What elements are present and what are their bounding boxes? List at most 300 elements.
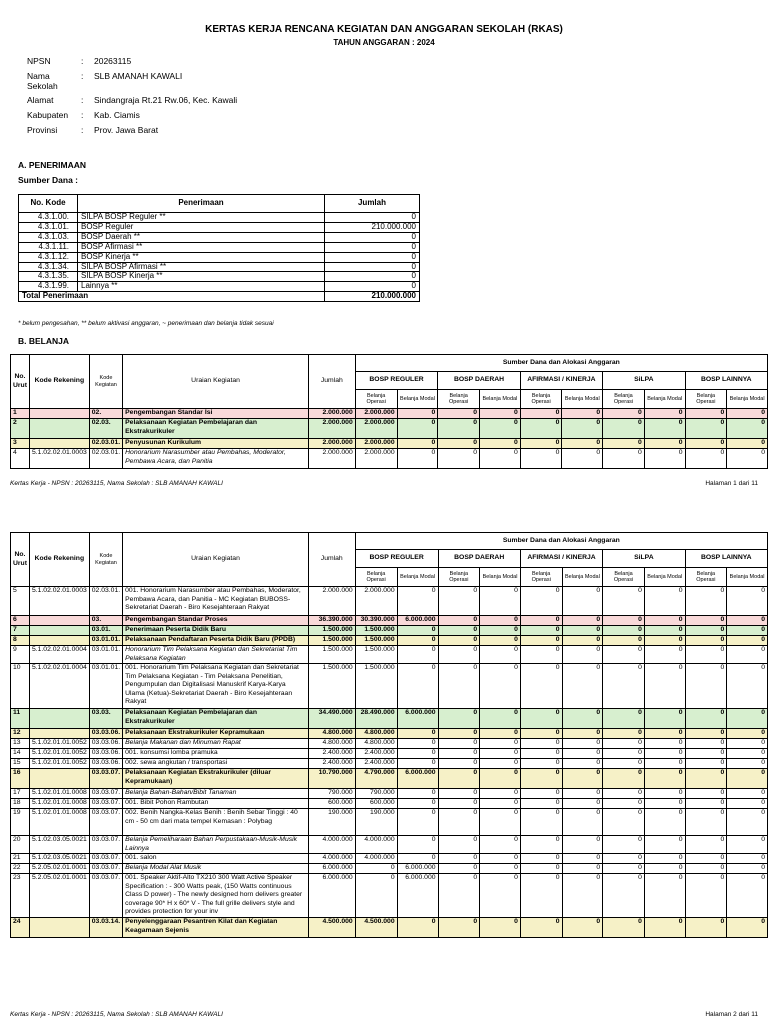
row-value: 0 xyxy=(562,864,603,874)
row-value: 0 xyxy=(644,449,685,469)
row-kode-kegiatan: 03.03.07. xyxy=(89,854,122,864)
row-jumlah: 4.500.000 xyxy=(308,918,355,938)
row-jumlah: 36.390.000 xyxy=(308,616,355,626)
row-value: 0 xyxy=(480,836,521,854)
col-belanja-modal: Belanja Modal xyxy=(397,568,438,587)
row-value: 0 xyxy=(480,616,521,626)
row-value: 0 xyxy=(603,874,645,918)
row-value: 0 xyxy=(355,874,397,918)
belanja-row xyxy=(11,709,768,729)
row-value: 0 xyxy=(562,854,603,864)
row-value: 0 xyxy=(480,409,521,419)
row-value: 0 xyxy=(480,449,521,469)
row-value: 0 xyxy=(480,439,521,449)
row-value: 0 xyxy=(438,587,480,616)
row-value: 0 xyxy=(603,626,645,636)
penerimaan-row xyxy=(19,262,420,272)
row-kode-rekening: 5.1.02.02.01.0003 xyxy=(29,587,89,616)
row-value: 0 xyxy=(727,749,768,759)
row-kode-rekening xyxy=(29,616,89,626)
row-kode-kegiatan: 03.03.14. xyxy=(89,918,122,938)
row-value: 0 xyxy=(603,739,645,749)
row-value: 0 xyxy=(520,616,562,626)
row-value: 0 xyxy=(520,419,562,439)
penerimaan-name: SILPA BOSP Reguler ** xyxy=(78,213,325,223)
row-value: 0 xyxy=(603,769,645,789)
row-value: 0 xyxy=(603,729,645,739)
row-value: 0 xyxy=(480,864,521,874)
row-value: 2.000.000 xyxy=(355,409,397,419)
row-value: 0 xyxy=(685,759,727,769)
row-value: 0 xyxy=(397,836,438,854)
row-value: 0 xyxy=(520,836,562,854)
col-penerimaan: Penerimaan xyxy=(78,195,325,213)
belanja-table-page-2 xyxy=(10,532,768,938)
row-value: 0 xyxy=(480,729,521,739)
row-value: 0 xyxy=(520,409,562,419)
row-value: 0 xyxy=(685,419,727,439)
row-uraian: 001. Bibit Pohon Rambutan xyxy=(123,799,309,809)
row-uraian: Pelaksanaan Kegiatan Pembelajaran dan Ekstrakurikuler xyxy=(123,709,309,729)
penerimaan-jumlah: 210.000.000 xyxy=(325,222,420,232)
row-value: 0 xyxy=(727,864,768,874)
row-value: 0 xyxy=(727,874,768,918)
row-no: 24 xyxy=(11,918,30,938)
row-value: 0 xyxy=(727,449,768,469)
row-value: 0 xyxy=(520,664,562,709)
row-value: 0 xyxy=(644,864,685,874)
row-value: 4.790.000 xyxy=(355,769,397,789)
row-kode-rekening: 5.1.02.01.01.0008 xyxy=(29,789,89,799)
row-value: 0 xyxy=(480,587,521,616)
row-value: 0 xyxy=(644,729,685,739)
penerimaan-jumlah: 0 xyxy=(325,213,420,223)
row-value: 0 xyxy=(397,439,438,449)
row-uraian: 002. sewa angkutan / transportasi xyxy=(123,759,309,769)
row-value: 0 xyxy=(562,419,603,439)
footer-left-page-2: Kertas Kerja - NPSN : 20263115, Nama Sekolah : SLB AMANAH KAWALI xyxy=(10,1011,223,1018)
row-value: 0 xyxy=(520,789,562,799)
row-no: 15 xyxy=(11,759,30,769)
row-no: 18 xyxy=(11,799,30,809)
info-label: Provinsi xyxy=(27,125,58,135)
row-value: 0 xyxy=(685,809,727,836)
row-jumlah: 6.000.000 xyxy=(308,864,355,874)
row-jumlah: 190.000 xyxy=(308,809,355,836)
row-value: 0 xyxy=(603,836,645,854)
penerimaan-row xyxy=(19,232,420,242)
info-row xyxy=(27,125,237,140)
row-value: 0 xyxy=(685,587,727,616)
row-uraian: Belanja Modal Alat Musik xyxy=(123,864,309,874)
row-value: 0 xyxy=(562,749,603,759)
row-value: 0 xyxy=(603,664,645,709)
row-no: 7 xyxy=(11,626,30,636)
penerimaan-jumlah: 0 xyxy=(325,262,420,272)
row-value: 0 xyxy=(562,874,603,918)
belanja-row xyxy=(11,419,768,439)
row-kode-kegiatan: 03.01.01. xyxy=(89,646,122,664)
footer-page-number-2: Halaman 2 dari 11 xyxy=(705,1011,758,1018)
row-value: 0 xyxy=(562,836,603,854)
school-info xyxy=(27,56,237,140)
row-value: 0 xyxy=(520,749,562,759)
row-value: 0 xyxy=(562,636,603,646)
row-jumlah: 1.500.000 xyxy=(308,646,355,664)
row-value: 0 xyxy=(603,636,645,646)
row-value: 0 xyxy=(685,709,727,729)
row-jumlah: 4.000.000 xyxy=(308,836,355,854)
belanja-row xyxy=(11,799,768,809)
belanja-row xyxy=(11,874,768,918)
row-value: 2.000.000 xyxy=(355,439,397,449)
row-value: 0 xyxy=(397,449,438,469)
row-value: 0 xyxy=(727,636,768,646)
row-uraian: Honorarium Tim Pelaksana Kegiatan dan Sekretariat Tim Pelaksana Kegiatan xyxy=(123,646,309,664)
row-value: 0 xyxy=(438,729,480,739)
belanja-table-page-1 xyxy=(10,354,768,469)
col-belanja-operasi: Belanja Operasi xyxy=(355,390,397,409)
row-value: 0 xyxy=(685,729,727,739)
row-value: 0 xyxy=(644,789,685,799)
row-value: 0 xyxy=(644,646,685,664)
row-uraian: Belanja Makanan dan Minuman Rapat xyxy=(123,739,309,749)
row-value: 0 xyxy=(438,616,480,626)
row-value: 0 xyxy=(685,636,727,646)
info-value: 20263115 xyxy=(94,56,132,66)
row-jumlah: 34.490.000 xyxy=(308,709,355,729)
row-value: 0 xyxy=(480,799,521,809)
row-value: 30.390.000 xyxy=(355,616,397,626)
page-subtitle: TAHUN ANGGARAN : 2024 xyxy=(333,38,435,47)
row-no: 16 xyxy=(11,769,30,789)
row-value: 2.400.000 xyxy=(355,749,397,759)
info-row xyxy=(27,110,237,125)
row-uraian: Belanja Pemeliharaan Bahan Perpustakaan-Musik-Musik Lainnya xyxy=(123,836,309,854)
row-value: 0 xyxy=(685,769,727,789)
row-value: 0 xyxy=(397,409,438,419)
belanja-row xyxy=(11,759,768,769)
col-kode-kegiatan: Kode Kegiatan xyxy=(89,533,122,587)
penerimaan-name: BOSP Daerah ** xyxy=(78,232,325,242)
belanja-row xyxy=(11,439,768,449)
total-value: 210.000.000 xyxy=(325,292,420,302)
row-value: 0 xyxy=(480,646,521,664)
belanja-row xyxy=(11,626,768,636)
row-kode-rekening xyxy=(29,729,89,739)
row-value: 0 xyxy=(520,739,562,749)
row-value: 0 xyxy=(520,799,562,809)
row-value: 0 xyxy=(603,439,645,449)
row-value: 0 xyxy=(438,449,480,469)
row-value: 4.800.000 xyxy=(355,739,397,749)
row-value: 0 xyxy=(397,646,438,664)
info-row xyxy=(27,71,237,95)
row-value: 0 xyxy=(727,809,768,836)
row-value: 0 xyxy=(603,419,645,439)
row-value: 0 xyxy=(644,636,685,646)
col-group: BOSP LAINNYA xyxy=(685,550,767,568)
row-value: 0 xyxy=(397,918,438,938)
row-value: 0 xyxy=(644,874,685,918)
row-value: 0 xyxy=(520,854,562,864)
row-value: 0 xyxy=(520,709,562,729)
row-value: 0 xyxy=(397,749,438,759)
row-value: 0 xyxy=(520,449,562,469)
row-value: 6.000.000 xyxy=(397,616,438,626)
row-value: 0 xyxy=(480,789,521,799)
row-kode-kegiatan: 03.03.06. xyxy=(89,749,122,759)
row-no: 1 xyxy=(11,409,30,419)
row-value: 0 xyxy=(438,709,480,729)
row-value: 0 xyxy=(438,769,480,789)
row-kode-kegiatan: 02.03.01. xyxy=(89,439,122,449)
row-uraian: Honorarium Narasumber atau Pembahas, Moderator, Pembawa Acara, dan Panitia xyxy=(123,449,309,469)
row-value: 0 xyxy=(685,439,727,449)
row-kode-rekening xyxy=(29,709,89,729)
row-value: 0 xyxy=(438,854,480,864)
row-kode-kegiatan: 02.03.01. xyxy=(89,587,122,616)
info-value: Sindangraja Rt.21 Rw.06, Kec. Kawali xyxy=(94,95,238,105)
row-value: 0 xyxy=(438,864,480,874)
row-value: 0 xyxy=(603,799,645,809)
belanja-row xyxy=(11,739,768,749)
row-value: 0 xyxy=(397,759,438,769)
belanja-row xyxy=(11,864,768,874)
belanja-row xyxy=(11,789,768,799)
row-value: 0 xyxy=(603,759,645,769)
row-value: 4.000.000 xyxy=(355,836,397,854)
row-value: 0 xyxy=(685,918,727,938)
penerimaan-jumlah: 0 xyxy=(325,272,420,282)
row-value: 0 xyxy=(480,419,521,439)
row-uraian: 001. Speaker Aktif-Alto TX210 300 Watt Active Speaker Specification : - 300 Watts peak, (150 Watts continuous Class D power) - The newly designed horn delivers greater coverage 90* H x 60* V - The full grille delivers style and provides protection for your inv xyxy=(123,874,309,918)
row-uraian: Penyusunan Kurikulum xyxy=(123,439,309,449)
row-no: 20 xyxy=(11,836,30,854)
row-value: 0 xyxy=(603,854,645,864)
row-value: 0 xyxy=(520,918,562,938)
row-value: 0 xyxy=(727,918,768,938)
col-kode-rekening: Kode Rekening xyxy=(29,533,89,587)
row-value: 4.500.000 xyxy=(355,918,397,938)
row-value: 0 xyxy=(727,439,768,449)
info-row xyxy=(27,95,237,110)
row-value: 0 xyxy=(438,646,480,664)
row-value: 4.800.000 xyxy=(355,729,397,739)
info-label: NPSN xyxy=(27,56,51,66)
row-uraian: 001. salon xyxy=(123,854,309,864)
row-value: 0 xyxy=(727,664,768,709)
row-value: 0 xyxy=(644,709,685,729)
footer-left-page-1: Kertas Kerja - NPSN : 20263115, Nama Sekolah : SLB AMANAH KAWALI xyxy=(10,480,223,487)
info-value: Kab. Ciamis xyxy=(94,110,140,120)
row-value: 0 xyxy=(520,626,562,636)
info-sep: : xyxy=(81,71,84,81)
row-no: 22 xyxy=(11,864,30,874)
section-penerimaan: A. PENERIMAAN xyxy=(18,160,87,170)
row-value: 0 xyxy=(644,626,685,636)
col-uraian: Uraian Kegiatan xyxy=(123,533,309,587)
col-group: BOSP REGULER xyxy=(355,372,438,390)
row-value: 0 xyxy=(644,749,685,759)
belanja-row xyxy=(11,854,768,864)
row-value: 0 xyxy=(685,646,727,664)
row-no: 5 xyxy=(11,587,30,616)
belanja-row xyxy=(11,409,768,419)
row-value: 0 xyxy=(644,739,685,749)
row-kode-rekening: 5.1.02.01.01.0052 xyxy=(29,759,89,769)
row-value: 0 xyxy=(438,626,480,636)
row-uraian: 001. Honorarium Narasumber atau Pembahas, Moderator, Pembawa Acara, dan Panitia - MC Kegiatan BUBOSS-Sekretariat Daerah - Biro Kesejahteraan Rakyat xyxy=(123,587,309,616)
col-group: SiLPA xyxy=(603,550,685,568)
belanja-row xyxy=(11,636,768,646)
footer-page-number-1: Halaman 1 dari 11 xyxy=(705,480,758,487)
belanja-row xyxy=(11,918,768,938)
row-no: 10 xyxy=(11,664,30,709)
row-value: 0 xyxy=(562,789,603,799)
row-value: 0 xyxy=(685,409,727,419)
info-label: Kabupaten xyxy=(27,110,69,120)
info-sep: : xyxy=(81,56,84,66)
row-kode-kegiatan: 03.03.07. xyxy=(89,769,122,789)
row-jumlah: 2.000.000 xyxy=(308,449,355,469)
col-group: SiLPA xyxy=(603,372,685,390)
row-jumlah: 1.500.000 xyxy=(308,664,355,709)
row-jumlah: 2.000.000 xyxy=(308,587,355,616)
row-value: 0 xyxy=(355,864,397,874)
info-sep: : xyxy=(81,110,84,120)
row-kode-rekening xyxy=(29,636,89,646)
row-jumlah: 4.800.000 xyxy=(308,739,355,749)
penerimaan-kode: 4.3.1.01. xyxy=(19,222,78,232)
row-kode-rekening: 5.1.02.01.01.0008 xyxy=(29,809,89,836)
penerimaan-kode: 4.3.1.12. xyxy=(19,252,78,262)
col-belanja-modal: Belanja Modal xyxy=(727,568,768,587)
row-value: 0 xyxy=(727,854,768,864)
row-value: 0 xyxy=(480,809,521,836)
row-value: 0 xyxy=(438,409,480,419)
row-uraian: Penerimaan Peserta Didik Baru xyxy=(123,626,309,636)
penerimaan-jumlah: 0 xyxy=(325,252,420,262)
row-value: 0 xyxy=(562,729,603,739)
row-value: 0 xyxy=(644,759,685,769)
row-value: 0 xyxy=(520,769,562,789)
row-kode-rekening: 5.1.02.03.05.0021 xyxy=(29,836,89,854)
row-value: 2.000.000 xyxy=(355,449,397,469)
penerimaan-name: BOSP Afirmasi ** xyxy=(78,242,325,252)
row-value: 0 xyxy=(685,789,727,799)
row-value: 0 xyxy=(397,664,438,709)
col-belanja-operasi: Belanja Operasi xyxy=(520,568,562,587)
row-value: 0 xyxy=(603,587,645,616)
penerimaan-table xyxy=(18,194,420,302)
row-value: 0 xyxy=(603,709,645,729)
row-value: 0 xyxy=(480,709,521,729)
row-value: 0 xyxy=(603,809,645,836)
row-uraian: Pelaksanaan Ekstrakurikuler Kepramukaan xyxy=(123,729,309,739)
belanja-row xyxy=(11,646,768,664)
row-value: 0 xyxy=(644,854,685,864)
row-value: 0 xyxy=(685,836,727,854)
row-no: 17 xyxy=(11,789,30,799)
section-belanja: B. BELANJA xyxy=(18,336,70,346)
row-value: 0 xyxy=(562,449,603,469)
row-no: 3 xyxy=(11,439,30,449)
info-sep: : xyxy=(81,95,84,105)
row-kode-kegiatan: 03.03.07. xyxy=(89,799,122,809)
row-kode-rekening: 5.1.02.01.01.0052 xyxy=(29,739,89,749)
row-value: 0 xyxy=(520,439,562,449)
col-no-urut: No. Urut xyxy=(11,533,30,587)
row-no: 12 xyxy=(11,729,30,739)
row-value: 0 xyxy=(520,646,562,664)
row-value: 0 xyxy=(562,739,603,749)
row-value: 0 xyxy=(644,587,685,616)
row-kode-kegiatan: 03.03.07. xyxy=(89,789,122,799)
row-value: 0 xyxy=(644,918,685,938)
row-kode-kegiatan: 03.01.01. xyxy=(89,636,122,646)
row-kode-kegiatan: 03.03. xyxy=(89,709,122,729)
col-belanja-modal: Belanja Modal xyxy=(397,390,438,409)
row-value: 0 xyxy=(685,874,727,918)
penerimaan-row xyxy=(19,272,420,282)
row-value: 0 xyxy=(685,664,727,709)
row-value: 0 xyxy=(397,729,438,739)
row-value: 0 xyxy=(603,749,645,759)
info-label: Alamat xyxy=(27,95,54,105)
penerimaan-row xyxy=(19,213,420,223)
info-value: SLB AMANAH KAWALI xyxy=(94,71,183,81)
col-jumlah: Jumlah xyxy=(308,355,355,409)
row-value: 0 xyxy=(438,874,480,918)
row-no: 2 xyxy=(11,419,30,439)
penerimaan-kode: 4.3.1.00. xyxy=(19,213,78,223)
row-value: 0 xyxy=(644,769,685,789)
col-belanja-modal: Belanja Modal xyxy=(727,390,768,409)
row-value: 28.490.000 xyxy=(355,709,397,729)
row-value: 0 xyxy=(480,759,521,769)
row-value: 0 xyxy=(727,646,768,664)
penerimaan-kode: 4.3.1.34. xyxy=(19,262,78,272)
row-value: 0 xyxy=(562,759,603,769)
row-uraian: 001. Honorarium Tim Pelaksana Kegiatan dan Sekretariat Tim Pelaksana Kegiatan - Tim Pelaksana Penelitian, Pengumpulan dan Digitalisasi Manuskrif Karya-Karya Ulama (Ketua)-Sekretariat Daerah - Biro Kesejahteraan Rakyat xyxy=(123,664,309,709)
row-value: 0 xyxy=(562,646,603,664)
row-value: 0 xyxy=(480,769,521,789)
row-kode-rekening: 5.1.02.02.01.0003 xyxy=(29,449,89,469)
row-kode-kegiatan: 03.03.07. xyxy=(89,874,122,918)
row-no: 23 xyxy=(11,874,30,918)
row-value: 0 xyxy=(480,874,521,918)
col-belanja-operasi: Belanja Operasi xyxy=(603,390,645,409)
penerimaan-jumlah: 0 xyxy=(325,242,420,252)
row-value: 0 xyxy=(480,636,521,646)
col-sumber-dana: Sumber Dana dan Alokasi Anggaran xyxy=(355,533,767,550)
row-value: 0 xyxy=(397,789,438,799)
row-value: 0 xyxy=(520,587,562,616)
row-jumlah: 2.000.000 xyxy=(308,409,355,419)
row-kode-rekening: 5.1.02.03.05.0021 xyxy=(29,854,89,864)
col-belanja-modal: Belanja Modal xyxy=(480,390,521,409)
col-group: BOSP REGULER xyxy=(355,550,438,568)
belanja-row xyxy=(11,809,768,836)
row-kode-kegiatan: 03.01.01. xyxy=(89,664,122,709)
row-kode-kegiatan: 03.03.06. xyxy=(89,739,122,749)
penerimaan-note: * belum pengesahan, ** belum aktivasi anggaran, ~ penerimaan dan belanja tidak sesuai xyxy=(18,320,274,327)
row-value: 0 xyxy=(397,799,438,809)
row-jumlah: 2.400.000 xyxy=(308,759,355,769)
row-value: 0 xyxy=(727,799,768,809)
row-value: 0 xyxy=(562,769,603,789)
